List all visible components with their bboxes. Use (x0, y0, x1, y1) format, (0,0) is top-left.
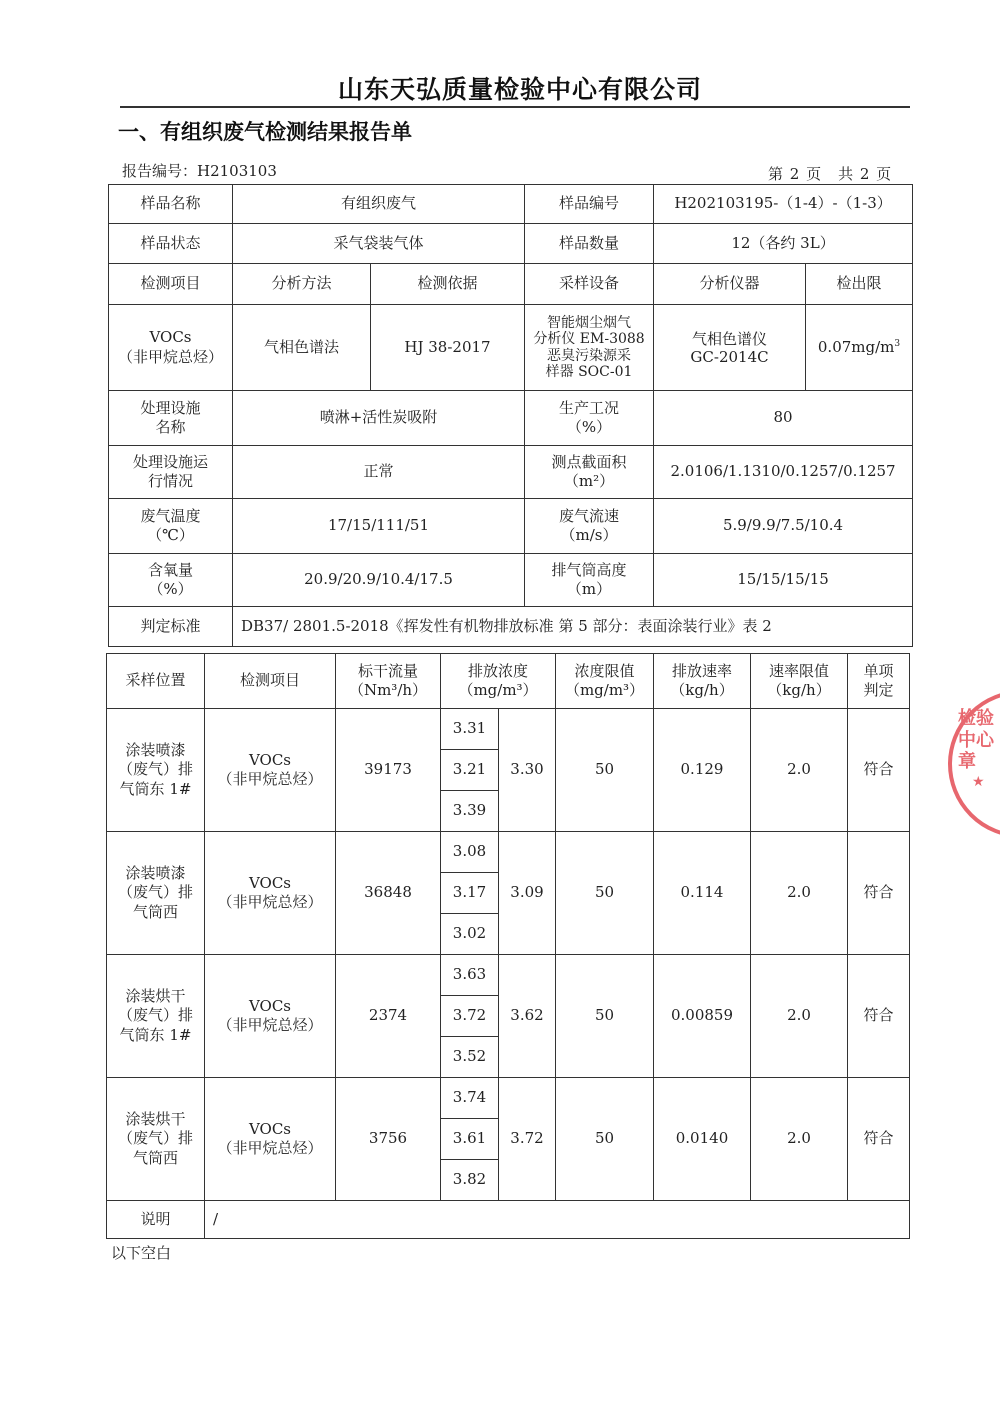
result-item: VOCs （非甲烷总烃） (205, 832, 336, 955)
title-rule (120, 106, 910, 108)
col-location: 采样位置 (107, 654, 205, 709)
production-label: 生产工况 （%） (525, 391, 654, 446)
header-method: 分析方法 (233, 264, 371, 305)
result-conc-value: 3.21 (441, 750, 499, 791)
sample-state-value: 采气袋装气体 (233, 224, 525, 264)
standard-value: DB37/ 2801.5-2018《挥发性有机物排放标准 第 5 部分：表面涂装行业》表 2 (233, 607, 913, 647)
oxygen-value: 20.9/20.9/10.4/17.5 (233, 554, 525, 607)
sample-qty-label: 样品数量 (525, 224, 654, 264)
page-info: 第 2 页 共 2 页 (768, 165, 893, 183)
col-judge: 单项 判定 (848, 654, 910, 709)
result-location: 涂装喷漆 （废气）排 气筒东 1# (107, 709, 205, 832)
area-label: 测点截面积 （m²） (525, 446, 654, 499)
col-rate (654, 654, 751, 709)
result-rate-limit: 2.0 (751, 832, 848, 955)
result-judge: 符合 (848, 1078, 910, 1201)
result-conc-value: 3.02 (441, 914, 499, 955)
sample-qty-value: 12（各约 3L） (654, 224, 913, 264)
header-item: 检测项目 (109, 264, 233, 305)
result-conc-avg: 3.72 (499, 1078, 556, 1201)
col-conc-unit: （mg/m³） (458, 681, 538, 699)
result-row (107, 955, 910, 996)
result-location: 涂装烘干 （废气）排 气筒西 (107, 1078, 205, 1201)
col-flow (336, 654, 441, 709)
operation-label: 处理设施运 行情况 (109, 446, 233, 499)
sample-state-label: 样品状态 (109, 224, 233, 264)
facility-label: 处理设施 名称 (109, 391, 233, 446)
red-seal-stamp (948, 690, 1000, 838)
results-table (106, 653, 910, 1239)
result-conc-value: 3.82 (441, 1160, 499, 1201)
sample-no-label: 样品编号 (525, 185, 654, 224)
col-rate-unit: （kg/h） (670, 681, 734, 699)
result-judge: 符合 (848, 832, 910, 955)
seal-text: 检验中心 章 (958, 708, 994, 773)
col-limit-unit: （mg/m³） (564, 681, 645, 699)
method-item: VOCs （非甲烷总烃） (109, 305, 233, 391)
result-rate-limit: 2.0 (751, 955, 848, 1078)
facility-value: 喷淋+活性炭吸附 (233, 391, 525, 446)
seal-star-icon: ★ (972, 774, 985, 790)
result-item: VOCs （非甲烷总烃） (205, 955, 336, 1078)
result-flow: 36848 (336, 832, 441, 955)
result-judge: 符合 (848, 709, 910, 832)
result-item: VOCs （非甲烷总烃） (205, 1078, 336, 1201)
blank-below-note: 以下空白 (111, 1244, 172, 1262)
col-flow-title: 标干流量 (357, 661, 418, 680)
method-limit (806, 305, 913, 391)
method-limit-value: 0.07mg/m (817, 337, 895, 356)
result-conc-value: 3.61 (441, 1119, 499, 1160)
result-flow: 39173 (336, 709, 441, 832)
result-flow: 3756 (336, 1078, 441, 1201)
result-rate: 0.114 (654, 832, 751, 955)
result-conc-value: 3.31 (441, 709, 499, 750)
height-label: 排气筒高度 （m） (525, 554, 654, 607)
result-conc-value: 3.17 (441, 873, 499, 914)
result-conc-avg: 3.62 (499, 955, 556, 1078)
result-conc-value: 3.74 (441, 1078, 499, 1119)
col-rate-limit-unit: （kg/h） (767, 681, 831, 699)
result-location: 涂装喷漆 （废气）排 气筒西 (107, 832, 205, 955)
col-conc-title: 排放浓度 (467, 661, 528, 680)
col-rate-limit (751, 654, 848, 709)
col-conc (441, 654, 556, 709)
result-row (107, 1078, 910, 1119)
result-conc-avg: 3.09 (499, 832, 556, 955)
section-title: 一、有组织废气检测结果报告单 (118, 120, 412, 144)
method-basis: HJ 38-2017 (371, 305, 525, 391)
oxygen-label: 含氧量 （%） (109, 554, 233, 607)
result-rate: 0.129 (654, 709, 751, 832)
company-title: 山东天弘质量检验中心有限公司 (337, 75, 702, 104)
temp-value: 17/15/111/51 (233, 499, 525, 554)
result-conc-value: 3.72 (441, 996, 499, 1037)
temp-label: 废气温度 （℃） (109, 499, 233, 554)
sample-info-table (108, 184, 913, 647)
sample-name-value: 有组织废气 (233, 185, 525, 224)
col-item: 检测项目 (205, 654, 336, 709)
col-rate-limit-title: 速率限值 (768, 661, 829, 680)
note-label: 说明 (107, 1201, 205, 1239)
result-conc-value: 3.63 (441, 955, 499, 996)
result-rate: 0.00859 (654, 955, 751, 1078)
header-limit: 检出限 (806, 264, 913, 305)
production-value: 80 (654, 391, 913, 446)
method-limit-sup: 3 (894, 338, 901, 349)
method-instrument: 气相色谱仪 GC-2014C (654, 305, 806, 391)
method-method: 气相色谱法 (233, 305, 371, 391)
flow-value: 5.9/9.9/7.5/10.4 (654, 499, 913, 554)
col-limit-title: 浓度限值 (574, 661, 635, 680)
header-instrument: 分析仪器 (654, 264, 806, 305)
result-flow: 2374 (336, 955, 441, 1078)
flow-label: 废气流速 （m/s） (525, 499, 654, 554)
sample-no-value: H202103195-（1-4）-（1-3） (654, 185, 913, 224)
result-judge: 符合 (848, 955, 910, 1078)
standard-label: 判定标准 (109, 607, 233, 647)
result-rate-limit: 2.0 (751, 1078, 848, 1201)
col-flow-unit: （Nm³/h） (348, 681, 428, 699)
area-value: 2.0106/1.1310/0.1257/0.1257 (654, 446, 913, 499)
note-value: / (205, 1201, 910, 1239)
results-body (107, 709, 910, 1201)
operation-value: 正常 (233, 446, 525, 499)
method-equipment: 智能烟尘烟气 分析仪 EM-3088 恶臭污染源采 样器 SOC-01 (525, 305, 654, 391)
result-row (107, 709, 910, 750)
col-limit (556, 654, 654, 709)
result-conc-avg: 3.30 (499, 709, 556, 832)
result-conc-value: 3.08 (441, 832, 499, 873)
header-equipment: 采样设备 (525, 264, 654, 305)
result-conc-value: 3.39 (441, 791, 499, 832)
result-conc-limit: 50 (556, 832, 654, 955)
report-number: 报告编号：H2103103 (122, 162, 277, 180)
sample-name-label: 样品名称 (109, 185, 233, 224)
result-row (107, 832, 910, 873)
col-rate-title: 排放速率 (671, 661, 732, 680)
result-conc-limit: 50 (556, 955, 654, 1078)
result-conc-limit: 50 (556, 709, 654, 832)
result-conc-value: 3.52 (441, 1037, 499, 1078)
result-location: 涂装烘干 （废气）排 气筒东 1# (107, 955, 205, 1078)
result-item: VOCs （非甲烷总烃） (205, 709, 336, 832)
result-rate-limit: 2.0 (751, 709, 848, 832)
result-conc-limit: 50 (556, 1078, 654, 1201)
height-value: 15/15/15/15 (654, 554, 913, 607)
header-basis: 检测依据 (371, 264, 525, 305)
result-rate: 0.0140 (654, 1078, 751, 1201)
